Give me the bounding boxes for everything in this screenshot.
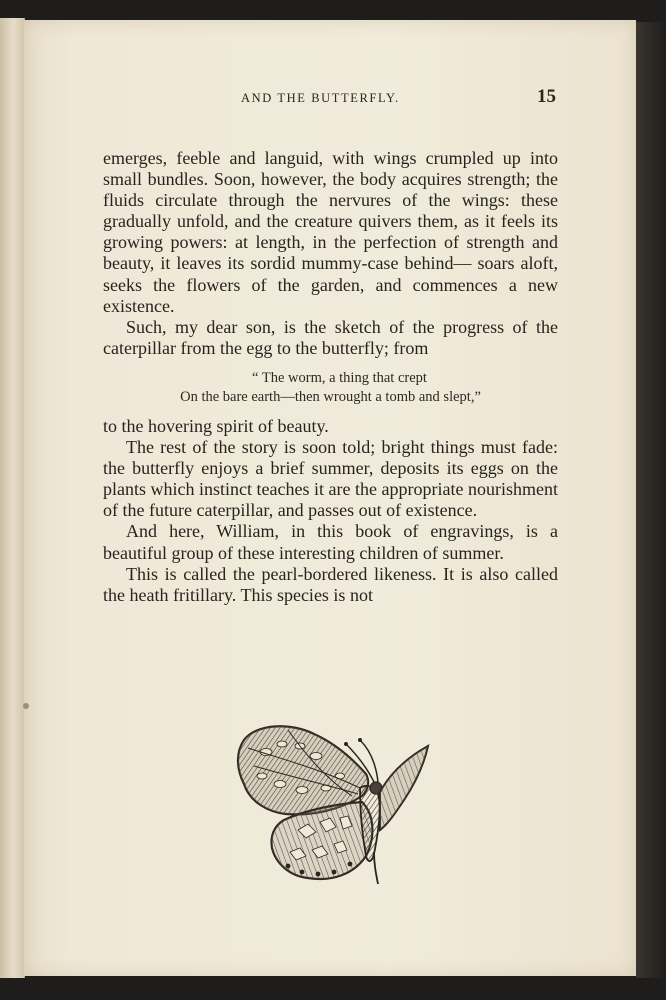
paragraph: Such, my dear son, is the sketch of the progress of the caterpillar from the egg to the butterfly; from bbox=[103, 316, 558, 358]
paragraph: And here, William, in this book of engravings, is a beautiful group of these interesting children of summer. bbox=[103, 521, 558, 563]
paragraph: This is called the pearl-bordered likeness. It is also called the heath fritillary. This species is not bbox=[103, 563, 558, 605]
running-header bbox=[103, 88, 558, 110]
left-page-edge bbox=[0, 18, 25, 978]
paragraph: to the hovering spirit of beauty. bbox=[103, 415, 329, 436]
body-text bbox=[103, 148, 558, 606]
quote-line: “ The worm, a thing that crept bbox=[252, 369, 427, 386]
running-title: AND THE BUTTERFLY. bbox=[241, 91, 400, 105]
butterfly-engraving-icon bbox=[228, 718, 432, 888]
paragraph: The rest of the story is soon told; bright things must fade: the butterfly enjoys a brief summer, deposits its eggs on the plants which instinct teaches it are the appropriate nourishment of the future caterpillar, and passes out of existence. bbox=[103, 437, 558, 521]
quote-line: On the bare earth—then wrought a tomb and slept,” bbox=[180, 388, 481, 405]
block-quote bbox=[103, 369, 558, 407]
paragraph: emerges, feeble and languid, with wings crumpled up into small bundles. Soon, however, the body acquires strength; the fluids circulate through the nervures of the wings: these gradually unfold, and the creature quivers them, as it feels its growing powers: at length, in the perfection of strength and beauty, it leaves its sordid mummy-case behind— soars aloft, seeks the flowers of the garden, and commences a new existence. bbox=[103, 148, 558, 316]
page-shadow bbox=[636, 22, 666, 978]
page-speck bbox=[23, 703, 29, 709]
page-number: 15 bbox=[537, 86, 556, 107]
